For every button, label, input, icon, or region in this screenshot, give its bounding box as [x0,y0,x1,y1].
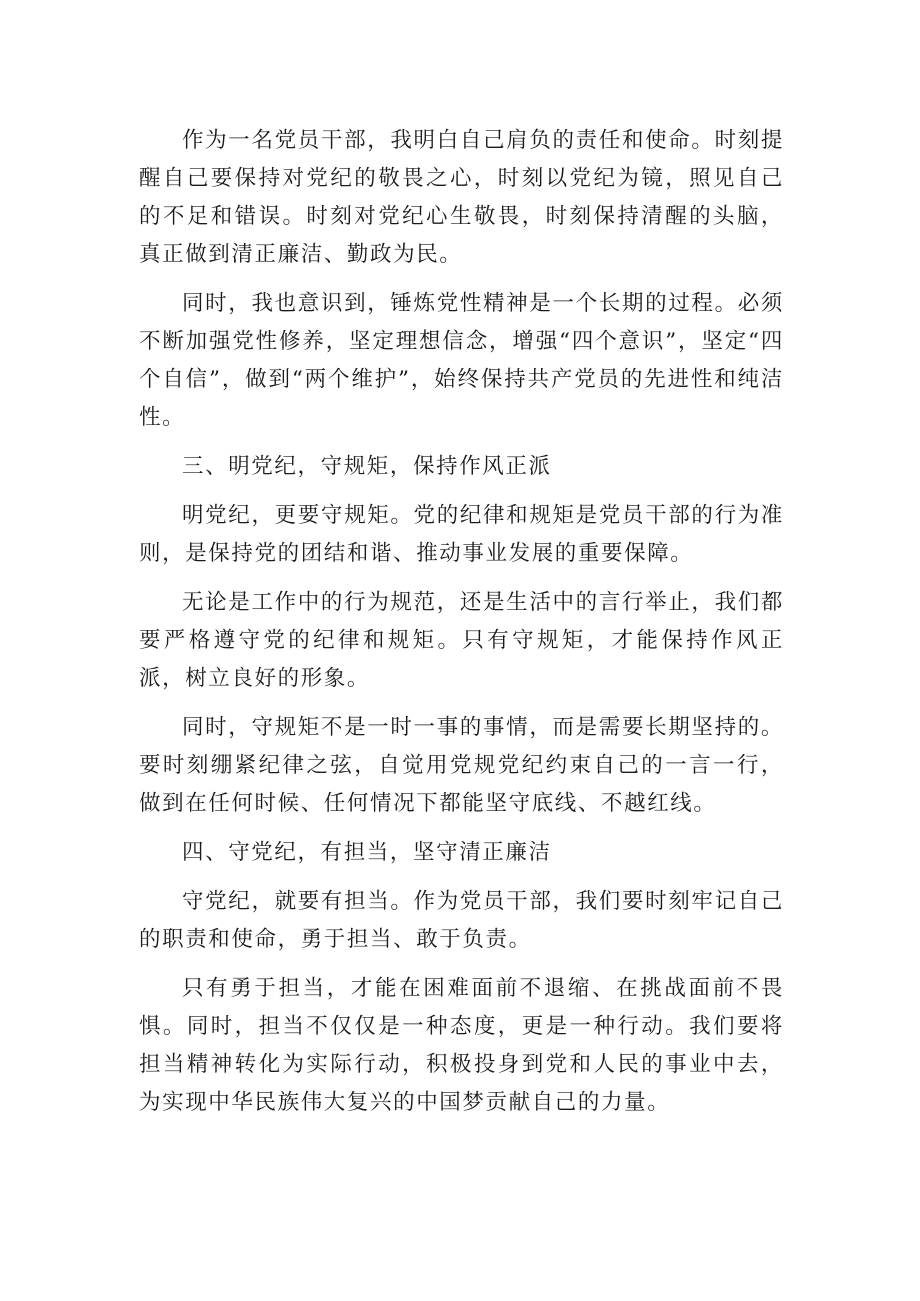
paragraph-rules-conduct: 无论是工作中的行为规范，还是生活中的言行举止，我们都要严格遵守党的纪律和规矩。只有守规矩，才能保持作风正派，树立良好的形象。 [139,590,784,691]
section-heading-4: 四、守党纪，有担当，坚守清正廉洁 [182,840,552,865]
document-body [139,122,784,1133]
paragraph-duty-mission: 作为一名党员干部，我明白自己肩负的责任和使命。时刻提醒自己要保持对党纪的敬畏之心，时刻以党纪为镜，照见自己的不足和错误。时刻对党纪心生敬畏，时刻保持清醒的头脑，真正做到清正廉洁、勤政为民。 [139,128,784,267]
section-heading-3: 三、明党纪，守规矩，保持作风正派 [182,454,552,479]
paragraph-responsibility-intro: 守党纪，就要有担当。作为党员干部，我们要时刻牢记自己的职责和使命，勇于担当、敢于负责。 [139,889,784,952]
paragraph-rules-longterm: 同时，守规矩不是一时一事的事情，而是需要长期坚持的。要时刻绷紧纪律之弦，自觉用党规党纪约束自己的一言一行，做到在任何时候、任何情况下都能坚守底线、不越红线。 [139,715,784,816]
paragraph-responsibility-action: 只有勇于担当，才能在困难面前不退缩、在挑战面前不畏惧。同时，担当不仅仅是一种态度，更是一种行动。我们要将担当精神转化为实际行动，积极投身到党和人民的事业中去，为实现中华民族伟大复兴的中国梦贡献自己的力量。 [139,976,784,1115]
paragraph-party-spirit: 同时，我也意识到，锤炼党性精神是一个长期的过程。必须不断加强党性修养，坚定理想信念，增强“四个意识”，坚定“四个自信”，做到“两个维护”，始终保持共产党员的先进性和纯洁性。 [139,291,784,430]
paragraph-rules-intro: 明党纪，更要守规矩。党的纪律和规矩是党员干部的行为准则，是保持党的团结和谐、推动事业发展的重要保障。 [139,503,784,566]
